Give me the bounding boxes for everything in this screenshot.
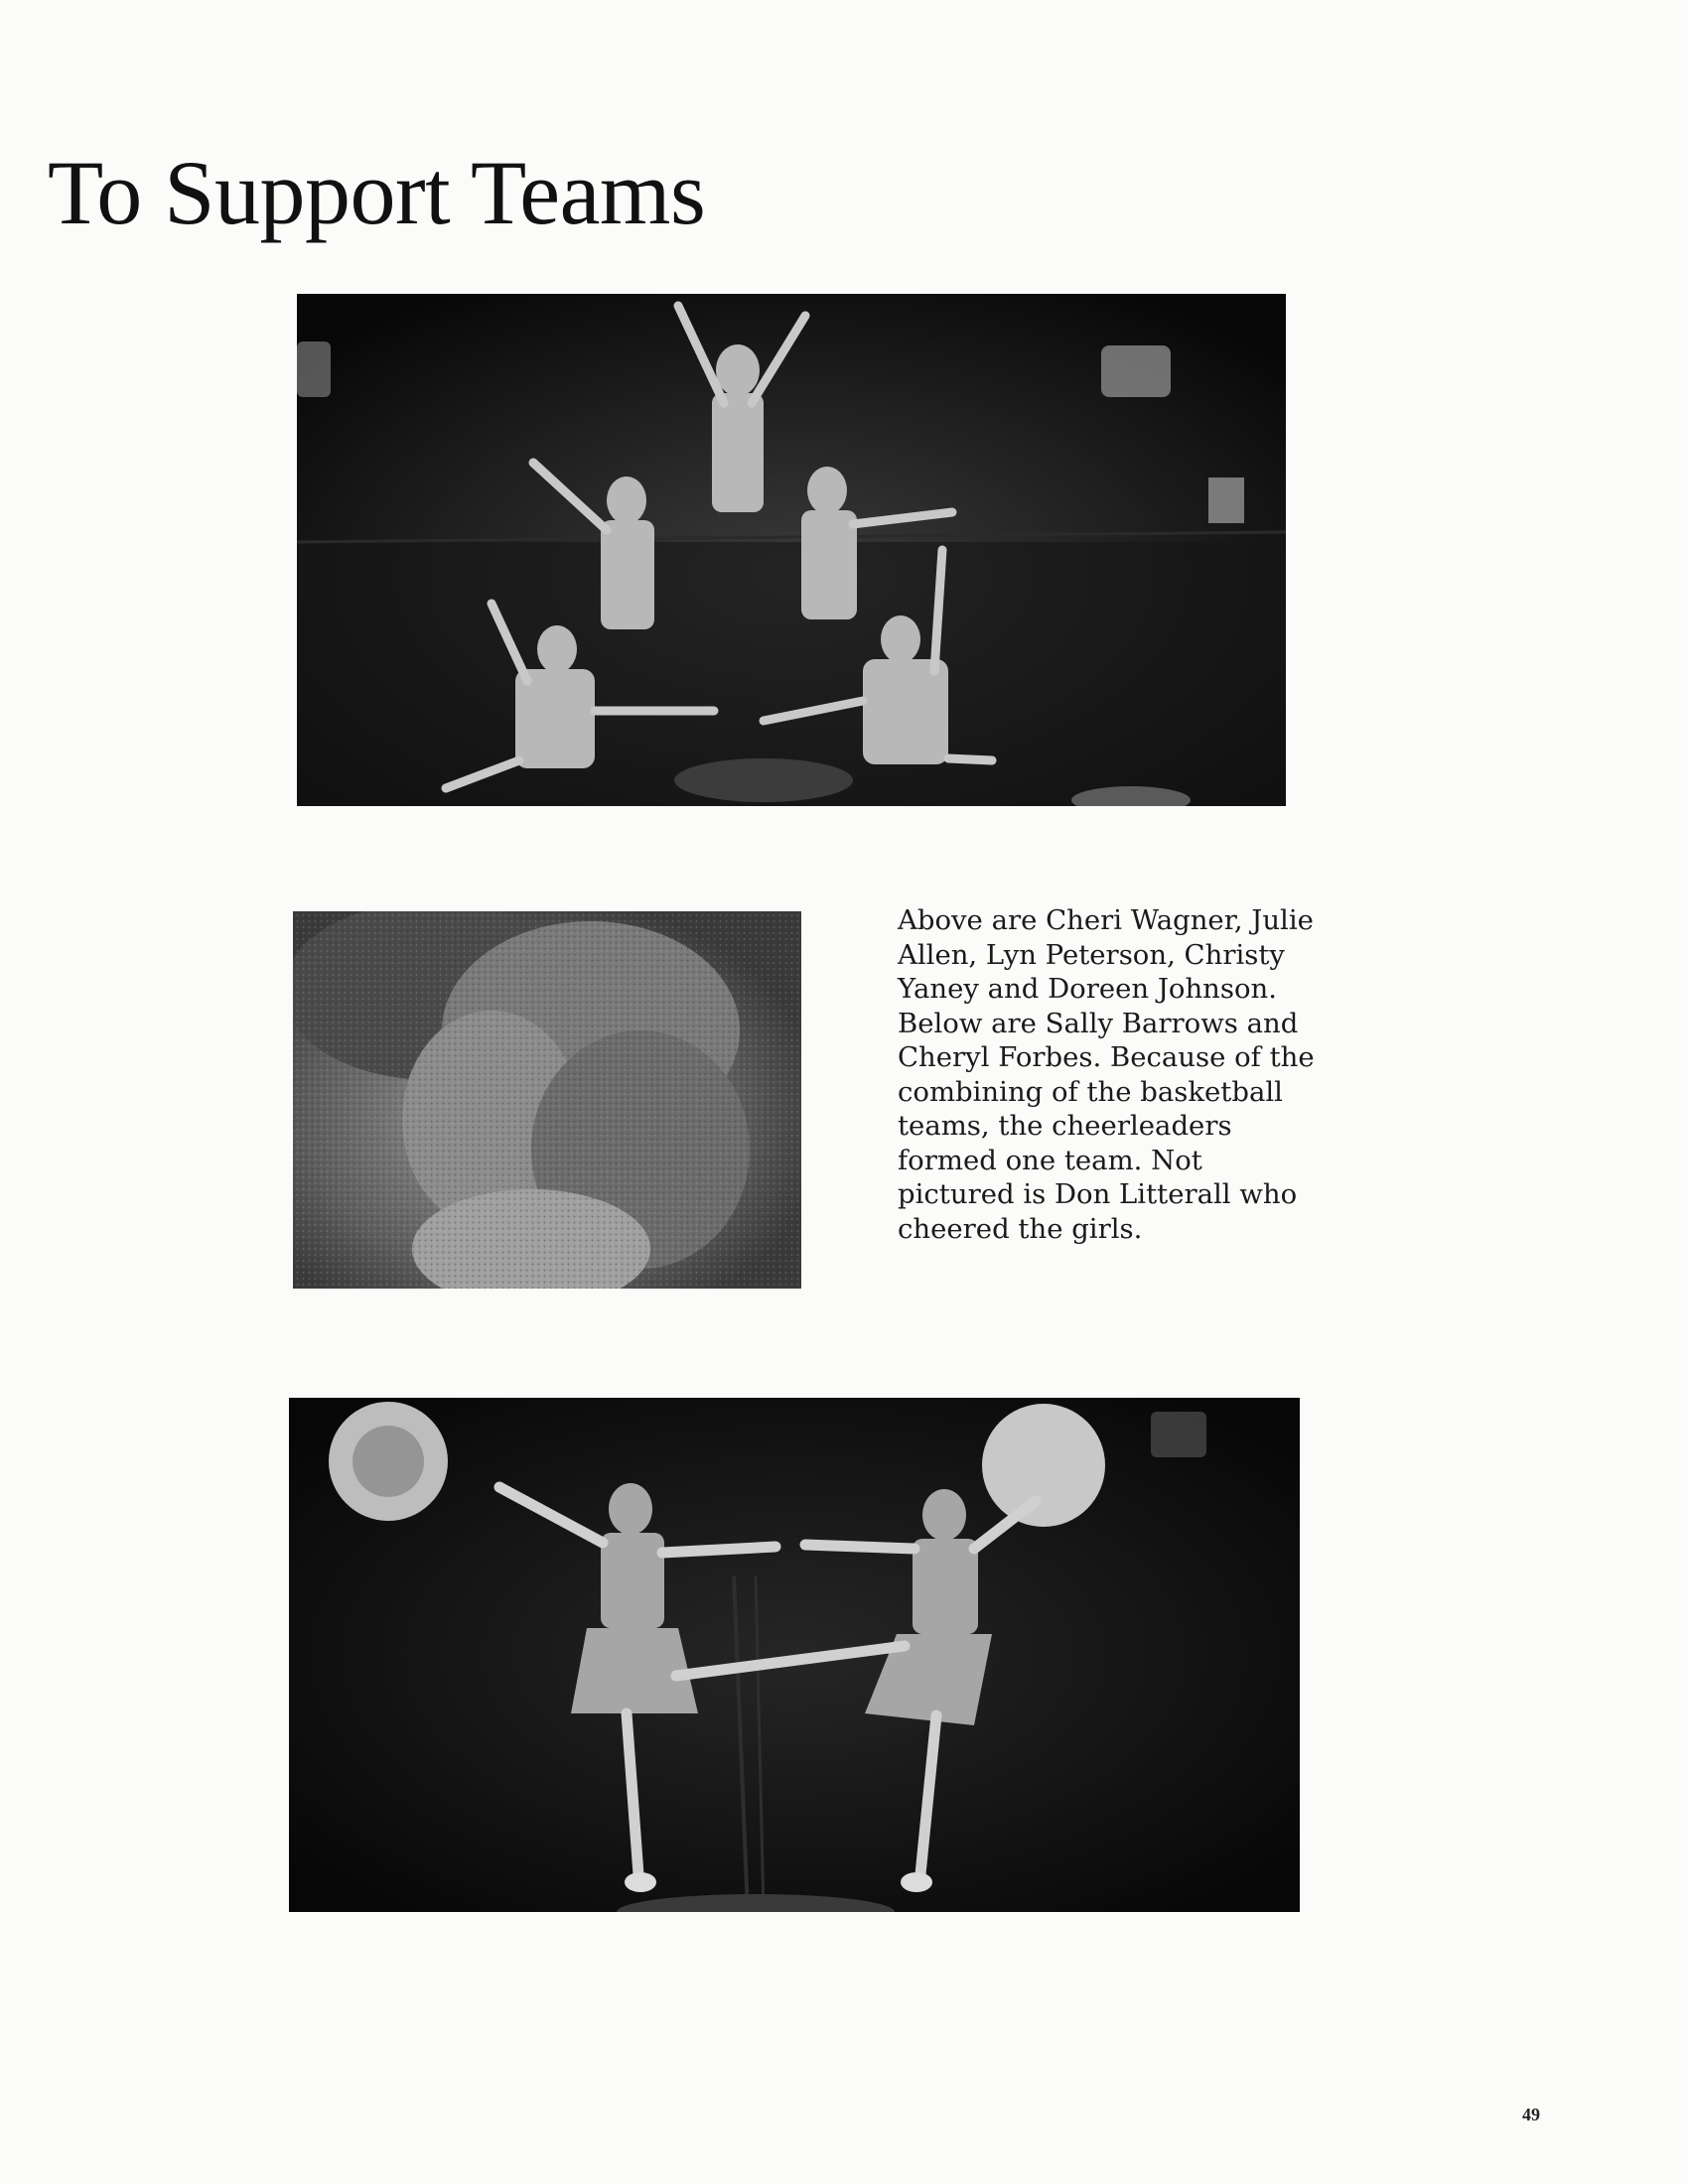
cheerleader-pyramid-photo — [297, 294, 1286, 806]
cheerleaders-pompom-photo — [289, 1398, 1300, 1912]
page-number: 49 — [1522, 2105, 1540, 2124]
page-title: To Support Teams — [48, 142, 706, 243]
photo-caption: Above are Cheri Wagner, Julie Allen, Lyn Peterson, Christy Yaney and Doreen Johnson. Below are Sally Barrows and Cheryl Forbes. Because of the combining of the basketball teams, the cheerleaders formed one team. Not pictured is Don Litterall who cheered the girls. — [898, 904, 1315, 1245]
cheerleader-portrait-photo — [293, 911, 801, 1289]
